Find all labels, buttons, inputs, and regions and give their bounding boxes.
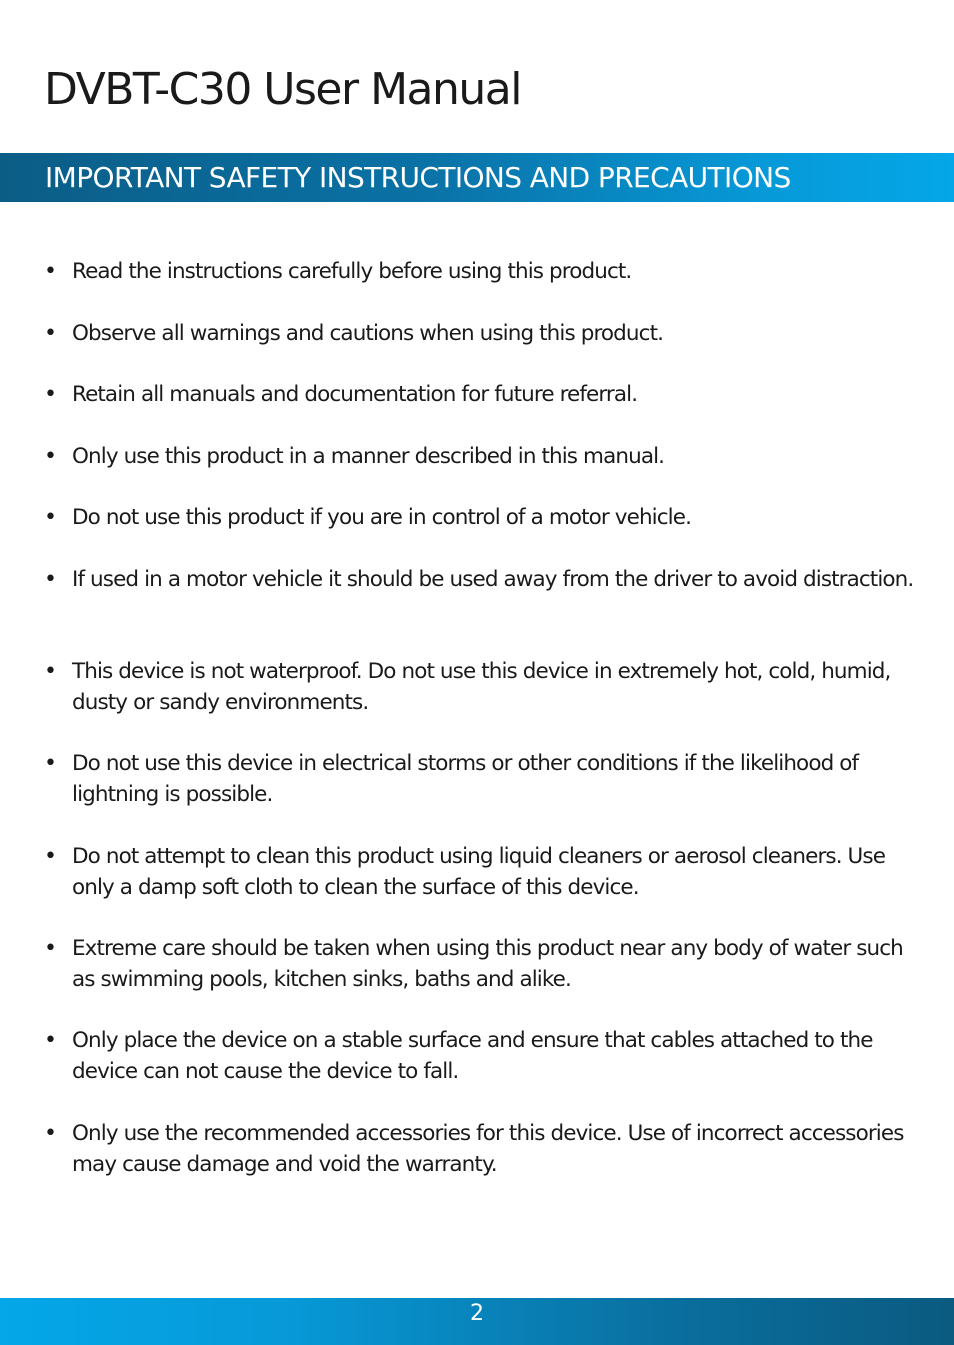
list-item [44,318,914,349]
page-number: 2 [470,1301,484,1326]
document-title: DVBT-C30 User Manual [44,64,521,115]
list-item [44,256,914,287]
bullet-icon: • [44,321,57,346]
bullet-icon: • [44,567,57,592]
list-item-text: This device is not waterproof. Do not use this device in extremely hot, cold, humid, dusty or sandy environments. [72,659,891,715]
bullet-icon: • [44,936,57,961]
list-item [44,1118,914,1180]
bullet-icon: • [44,1121,57,1146]
list-item-text: Only use the recommended accessories for this device. Use of incorrect accessories may cause damage and void the warranty. [72,1121,904,1177]
list-item [44,748,914,810]
bullet-icon: • [44,382,57,407]
list-item-text: Read the instructions carefully before using this product. [72,259,632,284]
list-item [44,502,914,533]
section-heading: IMPORTANT SAFETY INSTRUCTIONS AND PRECAUTIONS [45,161,791,194]
bullet-icon: • [44,751,57,776]
section-banner [0,153,954,202]
bullet-icon: • [44,844,57,869]
bullet-icon: • [44,1028,57,1053]
list-item [44,441,914,472]
list-item-text: If used in a motor vehicle it should be used away from the driver to avoid distraction. [72,567,914,592]
bullet-icon: • [44,659,57,684]
list-item-text: Extreme care should be taken when using this product near any body of water such as swimming pools, kitchen sinks, baths and alike. [72,936,903,992]
list-item-text: Do not use this product if you are in control of a motor vehicle. [72,505,692,530]
list-item-text: Only place the device on a stable surface and ensure that cables attached to the device can not cause the device to fall. [72,1028,873,1084]
list-item-text: Retain all manuals and documentation for future referral. [72,382,638,407]
list-item [44,379,914,410]
list-item-text: Do not use this device in electrical storms or other conditions if the likelihood of lightning is possible. [72,751,859,807]
list-item-text: Observe all warnings and cautions when using this product. [72,321,664,346]
bullet-icon: • [44,259,57,284]
footer-bar [0,1298,954,1345]
list-item [44,656,914,718]
list-item-text: Only use this product in a manner described in this manual. [72,444,665,469]
list-item [44,1025,914,1087]
bullet-icon: • [44,505,57,530]
bullet-icon: • [44,444,57,469]
list-item [44,564,914,595]
list-item [44,933,914,995]
list-item [44,841,914,903]
list-item-text: Do not attempt to clean this product using liquid cleaners or aerosol cleaners. Use only a damp soft cloth to clean the surface of this device. [72,844,886,900]
